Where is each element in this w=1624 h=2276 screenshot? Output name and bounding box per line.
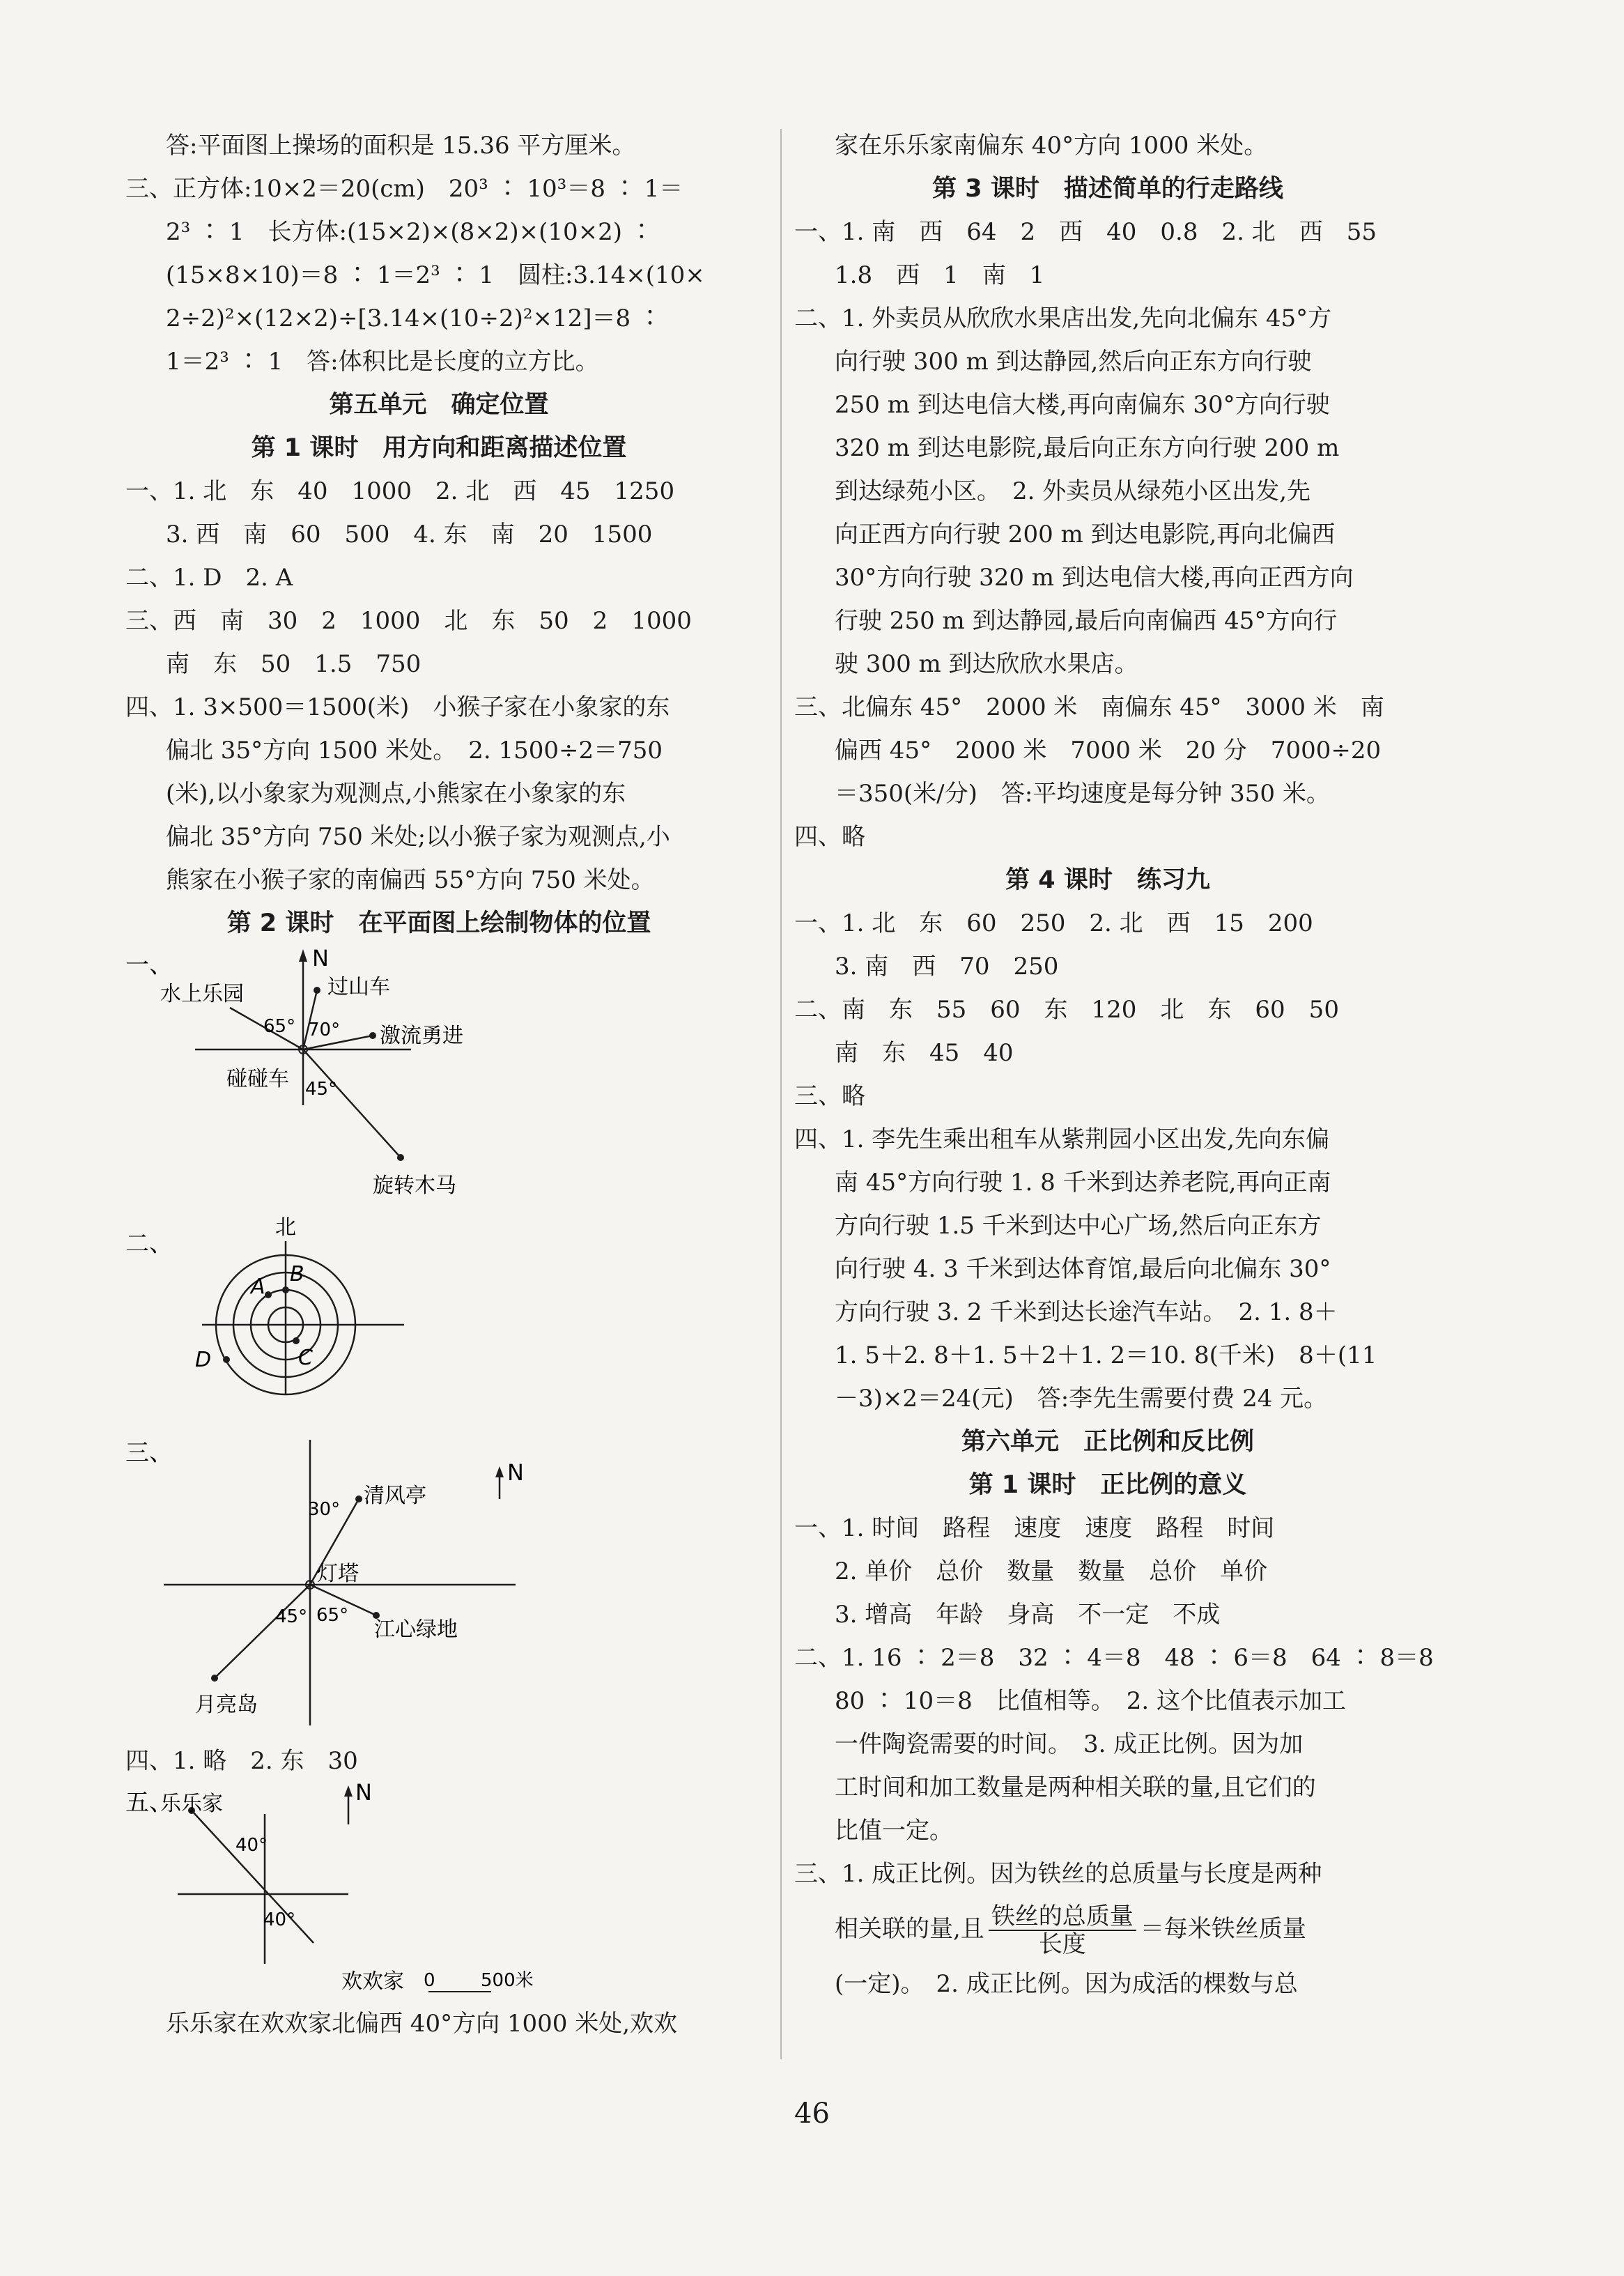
place-label: 清风亭 <box>364 1484 426 1508</box>
text-line: 行驶 250 m 到达静园,最后向南偏西 45°方向行 <box>835 607 1338 635</box>
direction-diagram-5 <box>125 1783 752 2002</box>
page-number: 46 <box>794 2098 830 2130</box>
text-line: 熊家在小猴子家的南偏西 55°方向 750 米处。 <box>166 866 655 894</box>
point-carousel <box>397 1154 404 1161</box>
text-line: 比值一定。 <box>835 1817 953 1845</box>
text-line: 3. 西 南 60 500 4. 东 南 20 1500 <box>166 521 653 548</box>
unit-title: 第五单元 确定位置 <box>329 391 549 419</box>
place-label: 旋转木马 <box>373 1174 456 1198</box>
ray-moon-island <box>215 1585 310 1678</box>
text-line: 南 东 45 40 <box>835 1039 1014 1067</box>
text-line: 3. 增高 年龄 身高 不一定 不成 <box>835 1601 1221 1629</box>
text-line: 3. 南 西 70 250 <box>835 953 1059 981</box>
angle-label: 40° <box>235 1835 268 1856</box>
text-line: ＝350(米/分) 答:平均速度是每分钟 350 米。 <box>835 780 1330 808</box>
lesson-title: 第 1 课时 用方向和距离描述位置 <box>251 434 627 462</box>
place-label: 激流勇进 <box>380 1024 463 1048</box>
point-rafting <box>369 1032 376 1039</box>
text-line: 一件陶瓷需要的时间。 3. 成正比例。因为加 <box>835 1730 1304 1758</box>
text-line: 向行驶 300 m 到达静园,然后向正东方向行驶 <box>835 348 1312 376</box>
fraction <box>989 1903 1136 1958</box>
figure-concentric-circles <box>125 1203 752 1433</box>
text-line: 南 东 50 1.5 750 <box>166 650 422 678</box>
angle-label: 40° <box>263 1909 296 1930</box>
place-label: 碰碰车 <box>226 1067 289 1091</box>
text-line: (米),以小象家为观测点,小熊家在小象家的东 <box>166 780 626 808</box>
unit-title: 第六单元 正比例和反比例 <box>961 1428 1254 1456</box>
text-line: 四、略 <box>794 823 865 851</box>
angle-label: 30° <box>308 1499 341 1520</box>
angle-label: 70° <box>308 1020 341 1040</box>
text-line: 驶 300 m 到达欣欣水果店。 <box>835 650 1138 678</box>
point-label: B <box>290 1262 304 1286</box>
lesson-title: 第 1 课时 正比例的意义 <box>968 1471 1247 1499</box>
text-line: 30°方向行驶 320 m 到达电信大楼,再向正西方向 <box>835 564 1354 592</box>
ray-carousel <box>303 1049 401 1158</box>
text-line: 二、1. D 2. A <box>125 564 293 592</box>
point-d <box>223 1356 230 1363</box>
point-label: C <box>298 1346 313 1370</box>
direction-diagram-3 <box>125 1433 752 1739</box>
lesson-title: 第 3 课时 描述简单的行走路线 <box>932 175 1283 203</box>
angle-label: 45° <box>305 1079 338 1100</box>
text-line: 南 45°方向行驶 1. 8 千米到达养老院,再向正南 <box>835 1169 1331 1197</box>
place-label: 过山车 <box>327 975 390 999</box>
scale-label: 500米 <box>481 1970 534 1991</box>
lesson-title: 第 4 课时 练习九 <box>1005 866 1210 894</box>
circle-diagram <box>125 1203 752 1433</box>
text-line: 一、1. 时间 路程 速度 速度 路程 时间 <box>794 1514 1275 1542</box>
north-label: N <box>507 1459 524 1486</box>
angle-label: 65° <box>316 1605 349 1626</box>
scale-label: 0 <box>424 1970 435 1991</box>
text-line: 乐乐家在欢欢家北偏西 40°方向 1000 米处,欢欢 <box>166 2010 678 2038</box>
text-line: 一、1. 北 东 40 1000 2. 北 西 45 1250 <box>125 477 675 505</box>
north-arrow-icon <box>495 1466 504 1477</box>
north-arrow-icon <box>299 949 307 962</box>
text-line: 三、北偏东 45° 2000 米 南偏东 45° 3000 米 南 <box>794 693 1384 721</box>
text-line: 答:平面图上操场的面积是 15.36 平方厘米。 <box>166 132 636 160</box>
item-label: 一、 <box>125 951 173 979</box>
text-line: 二、1. 外卖员从欣欣水果店出发,先向北偏东 45°方 <box>794 305 1332 332</box>
place-label: 灯塔 <box>317 1562 359 1586</box>
text-line: 方向行驶 3. 2 千米到达长途汽车站。 2. 1. 8＋ <box>835 1298 1338 1326</box>
angle-label: 45° <box>275 1606 308 1627</box>
north-label: 北 <box>275 1215 296 1240</box>
right-column <box>794 124 1434 2006</box>
figure-homes <box>125 1783 752 2002</box>
text-line: 1.8 西 1 南 1 <box>835 261 1045 289</box>
text-line: 一、1. 北 东 60 250 2. 北 西 15 200 <box>794 909 1313 937</box>
text-line: 2÷2)²×(12×2)÷[3.14×(10÷2)²×12]＝8 ∶ <box>166 305 662 332</box>
fraction-prefix: 相关联的量,且 <box>835 1915 984 1943</box>
text-line: 250 m 到达电信大楼,再向南偏东 30°方向行驶 <box>835 391 1330 419</box>
text-line: 80 ∶ 10＝8 比值相等。 2. 这个比值表示加工 <box>835 1687 1347 1715</box>
text-line: 工时间和加工数量是两种相关联的量,且它们的 <box>835 1774 1316 1801</box>
text-line: －3)×2＝24(元) 答:李先生需要付费 24 元。 <box>835 1385 1328 1413</box>
text-line: 四、1. 略 2. 东 30 <box>125 1747 358 1775</box>
fraction-numerator: 铁丝的总质量 <box>989 1903 1136 1931</box>
place-label: 水上乐园 <box>160 982 244 1006</box>
text-line: 方向行驶 1.5 千米到达中心广场,然后向正东方 <box>835 1212 1322 1240</box>
text-line: 320 m 到达电影院,最后向正东方向行驶 200 m <box>835 434 1340 462</box>
text-line: 1. 5＋2. 8＋1. 5＋2＋1. 2＝10. 8(千米) 8＋(11 <box>835 1341 1377 1369</box>
text-line: 二、1. 16 ∶ 2＝8 32 ∶ 4＝8 48 ∶ 6＝8 64 ∶ 8＝8 <box>794 1644 1434 1672</box>
text-line: 到达绿苑小区。 2. 外卖员从绿苑小区出发,先 <box>835 477 1311 505</box>
column-divider <box>780 129 782 2059</box>
place-label: 乐乐家 <box>160 1792 223 1816</box>
point-moon-island <box>211 1675 218 1682</box>
point-roller-coaster <box>314 987 320 994</box>
point-c <box>293 1337 300 1344</box>
item-label: 五、 <box>125 1789 173 1817</box>
point-label: D <box>195 1348 212 1372</box>
point-label: A <box>251 1275 265 1299</box>
text-line: 四、1. 3×500＝1500(米) 小猴子家在小象家的东 <box>125 693 670 721</box>
text-line: 家在乐乐家南偏东 40°方向 1000 米处。 <box>835 132 1268 160</box>
item-label: 三、 <box>125 1439 173 1467</box>
figure-amusement-park <box>125 945 752 1203</box>
text-line: 向行驶 4. 3 千米到达体育馆,最后向北偏东 30° <box>835 1255 1331 1283</box>
text-line: 向正西方向行驶 200 m 到达电影院,再向北偏西 <box>835 521 1336 548</box>
text-line: 二、南 东 55 60 东 120 北 东 60 50 <box>794 996 1339 1024</box>
north-label: N <box>312 945 329 971</box>
text-line: 2. 单价 总价 数量 数量 总价 单价 <box>835 1558 1268 1585</box>
angle-label: 65° <box>263 1016 296 1037</box>
fraction-suffix: ＝每米铁丝质量 <box>1140 1915 1306 1943</box>
text-line: 偏北 35°方向 750 米处;以小猴子家为观测点,小 <box>166 823 670 851</box>
text-line: 四、1. 李先生乘出租车从紫荆园小区出发,先向东偏 <box>794 1125 1330 1153</box>
text-line: 三、西 南 30 2 1000 北 东 50 2 1000 <box>125 607 692 635</box>
place-label: 月亮岛 <box>195 1693 258 1717</box>
text-line: 2³ ∶ 1 长方体:(15×2)×(8×2)×(10×2) ∶ <box>166 218 654 246</box>
text-line: 1＝2³ ∶ 1 答:体积比是长度的立方比。 <box>166 348 599 376</box>
left-column <box>125 124 752 2045</box>
place-label: 欢欢家 <box>341 1969 404 1994</box>
north-arrow-icon <box>344 1785 353 1797</box>
point-pavilion <box>355 1495 362 1502</box>
figure-lighthouse <box>125 1433 752 1739</box>
north-label: N <box>355 1783 372 1806</box>
text-line: (15×8×10)＝8 ∶ 1＝2³ ∶ 1 圆柱:3.14×(10× <box>166 261 705 289</box>
place-label: 江心绿地 <box>374 1617 458 1642</box>
point-b <box>282 1286 289 1293</box>
lesson-title: 第 2 课时 在平面图上绘制物体的位置 <box>226 909 651 937</box>
item-label: 二、 <box>125 1230 173 1258</box>
fraction-line <box>794 1896 1421 1962</box>
direction-diagram-1 <box>125 945 752 1203</box>
text-line: 三、正方体:10×2＝20(cm) 20³ ∶ 10³＝8 ∶ 1＝ <box>125 175 683 203</box>
text-line: 三、略 <box>794 1082 865 1110</box>
text-line: (一定)。 2. 成正比例。因为成活的棵数与总 <box>835 1970 1298 1998</box>
fraction-denominator: 长度 <box>1038 1930 1086 1958</box>
point-a <box>265 1291 272 1298</box>
text-line: 三、1. 成正比例。因为铁丝的总质量与长度是两种 <box>794 1860 1322 1888</box>
text-line: 一、1. 南 西 64 2 西 40 0.8 2. 北 西 55 <box>794 218 1377 246</box>
text-line: 偏北 35°方向 1500 米处。 2. 1500÷2＝750 <box>166 737 663 764</box>
text-line: 偏西 45° 2000 米 7000 米 20 分 7000÷20 <box>835 737 1382 764</box>
